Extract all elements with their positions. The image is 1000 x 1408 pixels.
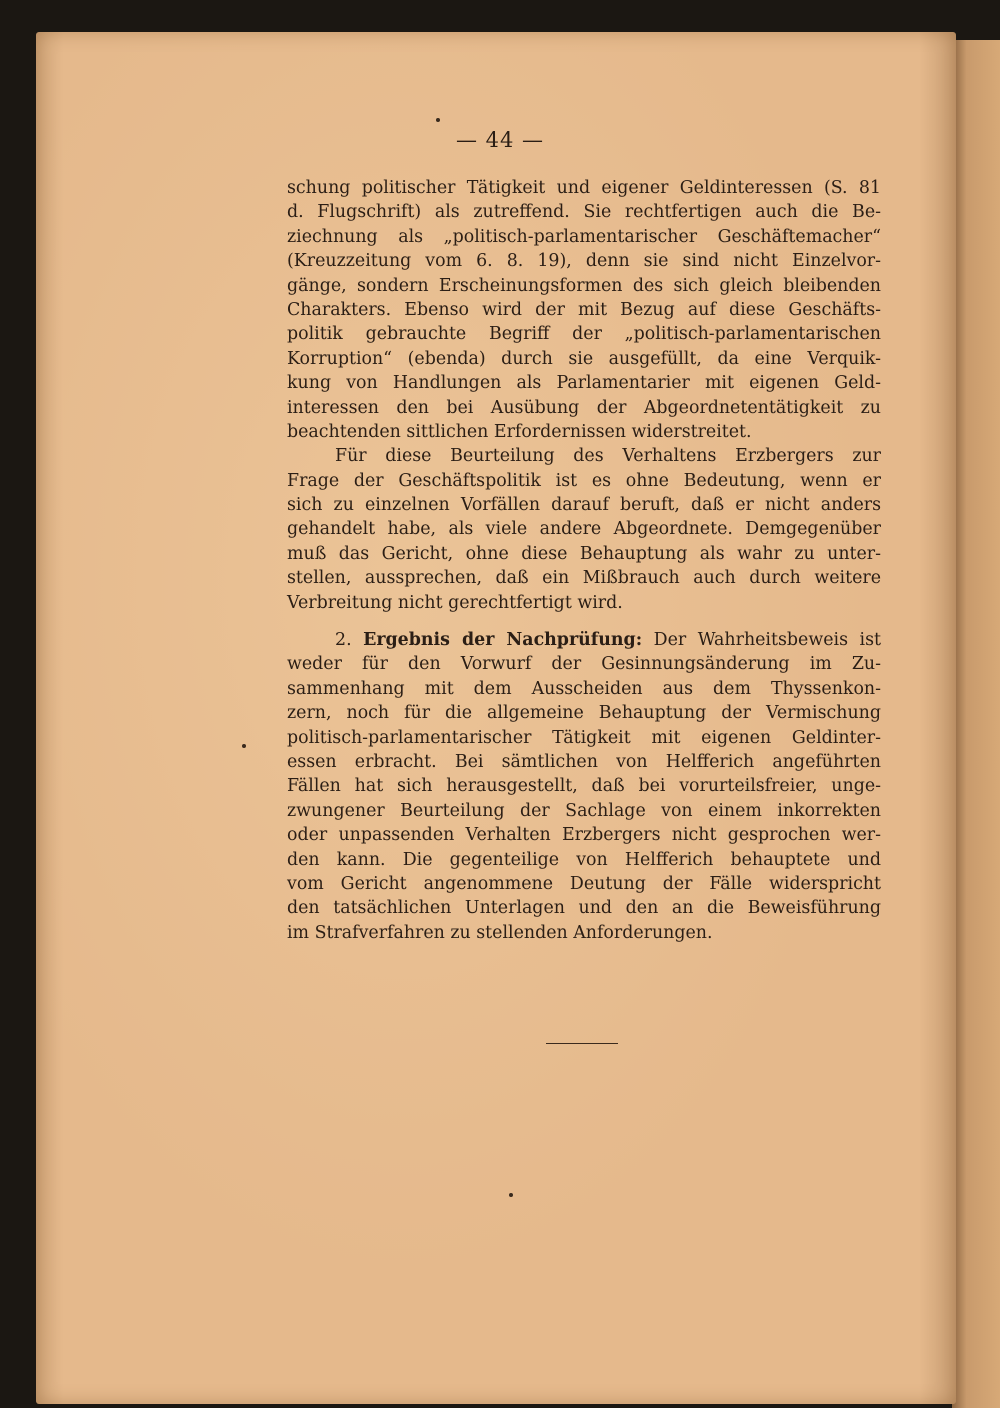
text-line: (Kreuzzeitung vom 6. 8. 19), denn sie sind nicht Einzelvor-	[287, 251, 881, 272]
paragraph-1	[287, 176, 881, 444]
section-heading: Ergebnis der Nachprüfung:	[363, 630, 643, 651]
text-line: kung von Handlungen als Parlamentarier mit eigenen Geld-	[287, 373, 881, 394]
text-line: weder für den Vorwurf der Gesinnungsänderung im Zu-	[287, 654, 881, 675]
text-line: politisch-parlamentarischer Tätigkeit mit eigenen Geldinter-	[287, 727, 881, 748]
heading-line-text: Der Wahrheitsbeweis ist	[653, 630, 881, 651]
text-line: interessen den bei Ausübung der Abgeordnetentätigkeit zu	[287, 397, 881, 418]
section-number: 2.	[335, 630, 352, 651]
paper-speck	[509, 1193, 513, 1197]
text-line: den kann. Die gegenteilige von Helfferich behauptete und	[287, 849, 881, 870]
text-line: sammenhang mit dem Ausscheiden aus dem Thyssenkon-	[287, 678, 881, 699]
text-line: Frage der Geschäftspolitik ist es ohne Bedeutung, wenn er	[287, 470, 881, 491]
end-rule	[546, 1043, 618, 1044]
text-line: Korruption“ (ebenda) durch sie ausgefüllt, da eine Verquik-	[287, 348, 881, 369]
text-line: sich zu einzelnen Vorfällen darauf beruft, daß er nicht anders	[287, 495, 881, 516]
page-number: — 44 —	[455, 128, 545, 152]
paragraph-2	[287, 444, 881, 615]
text-line: Verbreitung nicht gerechtfertigt wird.	[287, 592, 623, 613]
text-line: den tatsächlichen Unterlagen und den an die Beweisführung	[287, 898, 881, 919]
text-line: stellen, aussprechen, daß ein Mißbrauch auch durch weitere	[287, 568, 881, 589]
heading-line	[287, 628, 881, 652]
text-line: im Strafverfahren zu stellenden Anforderungen.	[287, 922, 713, 943]
adjacent-page-edge	[952, 40, 1000, 1408]
paragraph-gap	[287, 615, 881, 628]
text-line: zwungener Beurteilung der Sachlage von einem inkorrekten	[287, 800, 881, 821]
text-line: oder unpassenden Verhalten Erzbergers nicht gesprochen wer-	[287, 825, 881, 846]
text-line: politik gebrauchte Begriff der „politisch-parlamentarischen	[287, 324, 881, 345]
text-line: vom Gericht angenommene Deutung der Fälle widerspricht	[287, 873, 881, 894]
text-line: zern, noch für die allgemeine Behauptung der Vermischung	[287, 703, 881, 724]
text-line: beachtenden sittlichen Erfordernissen widerstreitet.	[287, 421, 752, 442]
text-line: gänge, sondern Erscheinungsformen des sich gleich bleibenden	[287, 275, 881, 296]
text-line: essen erbracht. Bei sämtlichen von Helfferich angeführten	[287, 751, 881, 772]
text-line: schung politischer Tätigkeit und eigener Geldinteressen (S. 81	[287, 178, 881, 198]
paragraph-3	[287, 628, 881, 945]
text-line: ziechnung als „politisch-parlamentarischer Geschäftemacher“	[287, 226, 881, 247]
text-line: Für diese Beurteilung des Verhaltens Erzbergers zur	[335, 446, 881, 467]
text-line: d. Flugschrift) als zutreffend. Sie rechtfertigen auch die Be-	[287, 202, 881, 223]
text-line: Charakters. Ebenso wird der mit Bezug auf diese Geschäfts-	[287, 299, 881, 320]
text-line: gehandelt habe, als viele andere Abgeordnete. Demgegenüber	[287, 519, 881, 540]
text-line: Fällen hat sich herausgestellt, daß bei vorurteilsfreier, unge-	[287, 776, 881, 797]
paper-speck	[436, 118, 440, 122]
text-line: muß das Gericht, ohne diese Behauptung als wahr zu unter-	[287, 543, 881, 564]
body-text	[287, 176, 881, 945]
paper-speck	[242, 744, 246, 748]
